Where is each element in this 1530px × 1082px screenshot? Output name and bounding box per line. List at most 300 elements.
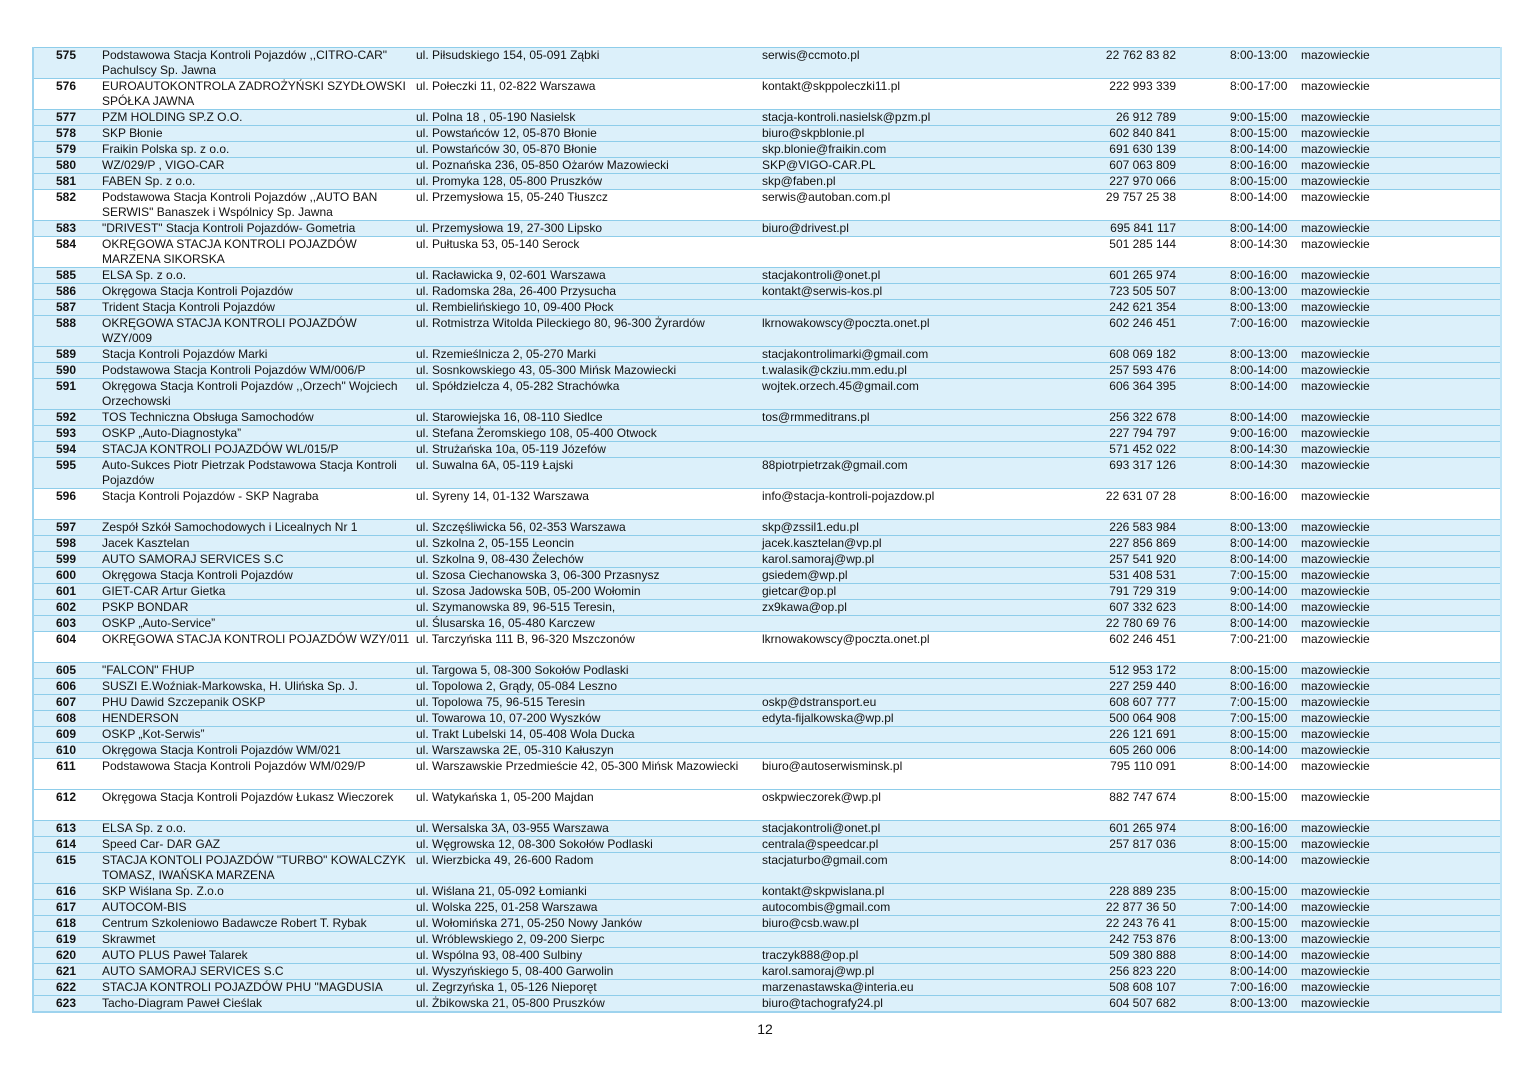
region-cell: mazowieckie (1301, 600, 1370, 614)
region-cell: mazowieckie (1301, 964, 1370, 978)
opening-hours-cell: 8:00-13:00 (1230, 996, 1288, 1010)
station-address-cell: ul. Szkolna 2, 05-155 Leoncin (416, 536, 575, 550)
station-email-cell[interactable]: wojtek.orzech.45@gmail.com (762, 379, 919, 393)
region-cell: mazowieckie (1301, 79, 1370, 93)
station-name-cell: Podstawowa Stacja Kontroli Pojazdów WM/029/P (102, 759, 366, 773)
region-cell: mazowieckie (1301, 347, 1370, 361)
station-email-cell[interactable]: stacjakontroli@onet.pl (762, 821, 881, 835)
row-number-cell: 598 (55, 536, 77, 550)
station-email-cell[interactable]: lkrnowakowscy@poczta.onet.pl (762, 632, 930, 646)
row-number-cell: 619 (55, 932, 77, 946)
station-address-cell: ul. Pułtuska 53, 05-140 Serock (416, 237, 580, 251)
region-cell: mazowieckie (1301, 695, 1370, 709)
row-number-cell: 601 (55, 584, 77, 598)
table-row (34, 963, 1500, 979)
station-phone-cell: 602 246 451 (1109, 632, 1176, 646)
row-number-cell: 623 (55, 996, 77, 1010)
station-phone-cell: 508 608 107 (1109, 980, 1176, 994)
region-cell: mazowieckie (1301, 190, 1370, 204)
station-name-cell: OSKP „Auto-Diagnostyka” (102, 426, 242, 440)
row-number-cell: 607 (55, 695, 77, 709)
row-number-cell: 580 (55, 158, 77, 172)
table-row (34, 567, 1500, 583)
row-number-cell: 606 (55, 679, 77, 693)
station-email-cell[interactable]: centrala@speedcar.pl (762, 837, 879, 851)
station-address-cell: ul. Stefana Żeromskiego 108, 05-400 Otwock (416, 426, 657, 440)
station-address-cell: ul. Topolowa 2, Grądy, 05-084 Leszno (416, 679, 618, 693)
table-row (34, 488, 1500, 519)
station-email-cell[interactable]: serwis@ccmoto.pl (762, 48, 860, 62)
row-number-cell: 615 (55, 853, 77, 867)
station-name-cell: Okręgowa Stacja Kontroli Pojazdów Łukasz Wieczorek (102, 790, 394, 804)
station-email-cell[interactable]: oskp@dstransport.eu (762, 695, 877, 709)
station-phone-cell: 29 757 25 38 (1105, 190, 1176, 204)
station-address-cell: ul. Sosnkowskiego 43, 05-300 Mińsk Mazowiecki (416, 363, 677, 377)
opening-hours-cell: 7:00-15:00 (1230, 695, 1288, 709)
station-email-cell[interactable]: zx9kawa@op.pl (762, 600, 847, 614)
region-cell: mazowieckie (1301, 268, 1370, 282)
row-number-cell: 621 (55, 964, 77, 978)
station-email-cell (758, 426, 1048, 441)
opening-hours-cell: 8:00-14:00 (1230, 410, 1288, 424)
table-row (34, 710, 1500, 726)
station-email-cell[interactable]: skp.blonie@fraikin.com (762, 142, 887, 156)
station-email-cell[interactable]: kontakt@skppoleczki11.pl (762, 79, 901, 93)
region-cell: mazowieckie (1301, 853, 1370, 867)
opening-hours-cell: 8:00-14:00 (1230, 743, 1288, 757)
opening-hours-cell: 8:00-15:00 (1230, 884, 1288, 898)
opening-hours-cell: 8:00-15:00 (1230, 837, 1288, 851)
station-phone-cell: 227 794 797 (1109, 426, 1176, 440)
station-phone-cell: 256 823 220 (1109, 964, 1176, 978)
opening-hours-cell: 7:00-14:00 (1230, 900, 1288, 914)
region-cell: mazowieckie (1301, 110, 1370, 124)
station-name-cell: "DRIVEST" Stacja Kontroli Pojazdów- Gometria (102, 221, 356, 235)
stations-table (32, 47, 1502, 1013)
station-name-cell: Jacek Kasztelan (102, 536, 190, 550)
opening-hours-cell: 8:00-13:00 (1230, 284, 1288, 298)
table-row (34, 283, 1500, 299)
station-address-cell: ul. Spółdzielcza 4, 05-282 Strachówka (416, 379, 620, 393)
station-email-cell[interactable]: lkrnowakowscy@poczta.onet.pl (762, 316, 930, 330)
row-number-cell: 575 (55, 48, 77, 62)
station-phone-cell: 571 452 022 (1109, 442, 1176, 456)
station-name-cell: SKP Wiślana Sp. Z.o.o (102, 884, 224, 898)
region-cell: mazowieckie (1301, 996, 1370, 1010)
station-address-cell: ul. Połeczki 11, 02-822 Warszawa (416, 79, 596, 93)
station-email-cell[interactable]: kontakt@skpwislana.pl (762, 884, 885, 898)
station-address-cell: ul. Rzemieślnicza 2, 05-270 Marki (416, 347, 597, 361)
table-row (34, 425, 1500, 441)
station-name-cell: Centrum Szkoleniowo Badawcze Robert T. Rybak (102, 916, 367, 930)
row-number-cell: 587 (55, 300, 77, 314)
station-address-cell: ul. Szymanowska 89, 96-515 Teresin, (416, 600, 616, 614)
station-email-cell (758, 663, 1048, 678)
station-phone-cell (1048, 853, 1180, 883)
opening-hours-cell: 8:00-14:00 (1230, 142, 1288, 156)
station-email-cell (758, 932, 1048, 947)
station-address-cell: ul. Szczęśliwicka 56, 02-353 Warszawa (416, 520, 626, 534)
station-email-cell (758, 727, 1048, 742)
region-cell: mazowieckie (1301, 743, 1370, 757)
station-address-cell: ul. Wspólna 93, 08-400 Sulbiny (416, 948, 583, 962)
station-address-cell: ul. Radomska 28a, 26-400 Przysucha (416, 284, 617, 298)
station-email-cell[interactable]: biuro@autoserwisminsk.pl (762, 759, 903, 773)
station-address-cell: ul. Suwalna 6A, 05-119 Łajski (416, 458, 574, 472)
station-name-cell: WZ/029/P , VIGO-CAR (102, 158, 225, 172)
station-email-cell[interactable]: 88piotrpietrzak@gmail.com (762, 458, 908, 472)
row-number-cell: 592 (55, 410, 77, 424)
station-email-cell[interactable]: kontakt@serwis-kos.pl (762, 284, 883, 298)
opening-hours-cell: 8:00-14:00 (1230, 363, 1288, 377)
station-email-cell[interactable]: info@stacja-kontroli-pojazdow.pl (762, 489, 935, 503)
station-address-cell: ul. Szkolna 9, 08-430 Żelechów (416, 552, 584, 566)
station-address-cell: ul. Wersalska 3A, 03-955 Warszawa (416, 821, 609, 835)
station-phone-cell: 242 753 876 (1109, 932, 1176, 946)
station-email-cell[interactable]: oskpwieczorek@wp.pl (762, 790, 881, 804)
station-phone-cell: 228 889 235 (1109, 884, 1176, 898)
opening-hours-cell: 8:00-14:00 (1230, 600, 1288, 614)
table-row (34, 141, 1500, 157)
region-cell: mazowieckie (1301, 663, 1370, 677)
region-cell: mazowieckie (1301, 568, 1370, 582)
station-phone-cell: 22 243 76 41 (1105, 916, 1176, 930)
opening-hours-cell: 8:00-14:00 (1230, 759, 1288, 773)
opening-hours-cell: 8:00-14:30 (1230, 442, 1288, 456)
region-cell: mazowieckie (1301, 790, 1370, 804)
opening-hours-cell: 7:00-21:00 (1230, 632, 1288, 646)
row-number-cell: 578 (55, 126, 77, 140)
station-phone-cell: 227 259 440 (1109, 679, 1176, 693)
station-phone-cell: 691 630 139 (1109, 142, 1176, 156)
station-email-cell[interactable]: biuro@tachografy24.pl (762, 996, 883, 1010)
table-row (34, 189, 1500, 220)
station-email-cell[interactable]: marzenastawska@interia.eu (762, 980, 914, 994)
table-row (34, 457, 1500, 488)
region-cell: mazowieckie (1301, 458, 1370, 472)
region-cell: mazowieckie (1301, 536, 1370, 550)
opening-hours-cell: 8:00-13:00 (1230, 520, 1288, 534)
region-cell: mazowieckie (1301, 916, 1370, 930)
station-address-cell: ul. Powstańców 30, 05-870 Błonie (416, 142, 597, 156)
region-cell: mazowieckie (1301, 379, 1370, 393)
station-phone-cell: 22 762 83 82 (1105, 48, 1176, 62)
table-row (34, 125, 1500, 141)
station-email-cell[interactable]: stacjaturbo@gmail.com (762, 853, 888, 867)
row-number-cell: 577 (55, 110, 77, 124)
region-cell: mazowieckie (1301, 158, 1370, 172)
station-phone-cell: 257 541 920 (1109, 552, 1176, 566)
opening-hours-cell: 9:00-15:00 (1230, 110, 1288, 124)
station-phone-cell: 26 912 789 (1115, 110, 1176, 124)
station-address-cell: ul. Trakt Lubelski 14, 05-408 Wola Ducka (416, 727, 635, 741)
station-phone-cell: 608 069 182 (1109, 347, 1176, 361)
station-name-cell: OSKP „Auto-Service” (102, 616, 216, 630)
opening-hours-cell: 8:00-15:00 (1230, 126, 1288, 140)
station-email-cell[interactable]: skp@faben.pl (762, 174, 836, 188)
station-name-cell: Trident Stacja Kontroli Pojazdów (102, 300, 275, 314)
opening-hours-cell: 8:00-13:00 (1230, 300, 1288, 314)
region-cell: mazowieckie (1301, 711, 1370, 725)
table-row (34, 915, 1500, 931)
row-number-cell: 588 (55, 316, 77, 330)
table-row (34, 599, 1500, 615)
station-phone-cell: 795 110 091 (1110, 759, 1176, 773)
station-name-cell: AUTO SAMORAJ SERVICES S.C (102, 552, 284, 566)
station-email-cell[interactable]: karol.samoraj@wp.pl (762, 964, 875, 978)
station-address-cell: ul. Zegrzyńska 1, 05-126 Nieporęt (416, 980, 597, 994)
station-name-cell: AUTO SAMORAJ SERVICES S.C (102, 964, 284, 978)
row-number-cell: 611 (56, 759, 76, 773)
station-address-cell: ul. Wołomińska 271, 05-250 Nowy Janków (416, 916, 642, 930)
station-phone-cell: 607 063 809 (1109, 158, 1176, 172)
opening-hours-cell: 8:00-15:00 (1230, 790, 1288, 804)
row-number-cell: 612 (55, 790, 77, 804)
station-address-cell: ul. Promyka 128, 05-800 Pruszków (416, 174, 603, 188)
station-email-cell[interactable]: karol.samoraj@wp.pl (762, 552, 875, 566)
station-name-cell: Okręgowa Stacja Kontroli Pojazdów (102, 568, 293, 582)
station-address-cell: ul. Watykańska 1, 05-200 Majdan (416, 790, 594, 804)
row-number-cell: 599 (55, 552, 77, 566)
table-row (34, 758, 1500, 789)
station-phone-cell: 500 064 908 (1109, 711, 1176, 725)
region-cell: mazowieckie (1301, 837, 1370, 851)
station-email-cell[interactable]: gietcar@op.pl (762, 584, 837, 598)
region-cell: mazowieckie (1301, 284, 1370, 298)
region-cell: mazowieckie (1301, 821, 1370, 835)
table-row (34, 346, 1500, 362)
opening-hours-cell: 8:00-15:00 (1230, 174, 1288, 188)
row-number-cell: 585 (55, 268, 77, 282)
row-number-cell: 593 (55, 426, 77, 440)
region-cell: mazowieckie (1301, 520, 1370, 534)
table-row (34, 173, 1500, 189)
region-cell: mazowieckie (1301, 759, 1370, 773)
station-phone-cell: 256 322 678 (1109, 410, 1176, 424)
opening-hours-cell: 8:00-15:00 (1230, 663, 1288, 677)
station-email-cell (758, 300, 1048, 315)
opening-hours-cell: 8:00-16:00 (1230, 158, 1288, 172)
table-row (34, 519, 1500, 535)
station-email-cell[interactable]: skp@zssil1.edu.pl (762, 520, 859, 534)
table-row (34, 631, 1500, 662)
station-name-cell: OKRĘGOWA STACJA KONTROLI POJAZDÓW MARZENA SIKORSKA (102, 237, 357, 266)
table-row (34, 694, 1500, 710)
station-email-cell[interactable]: stacjakontroli@onet.pl (762, 268, 881, 282)
station-address-cell: ul. Rotmistrza Witolda Pileckiego 80, 96-300 Żyrardów (416, 316, 705, 330)
opening-hours-cell: 8:00-13:00 (1230, 932, 1288, 946)
opening-hours-cell: 8:00-16:00 (1230, 268, 1288, 282)
station-email-cell[interactable]: jacek.kasztelan@vp.pl (762, 536, 882, 550)
station-email-cell[interactable]: serwis@autoban.com.pl (762, 190, 891, 204)
table-row (34, 220, 1500, 236)
station-email-cell[interactable]: SKP@VIGO-CAR.PL (762, 158, 876, 172)
station-phone-cell: 22 631 07 28 (1105, 489, 1176, 503)
row-number-cell: 610 (55, 743, 77, 757)
page-number: 12 (757, 1021, 773, 1037)
station-phone-cell: 22 780 69 76 (1105, 616, 1176, 630)
station-phone-cell: 509 380 888 (1109, 948, 1176, 962)
region-cell: mazowieckie (1301, 552, 1370, 566)
station-phone-cell: 226 121 691 (1109, 727, 1176, 741)
station-name-cell: Okręgowa Stacja Kontroli Pojazdów ,,Orzech" Wojciech Orzechowski (102, 379, 398, 408)
station-address-cell: ul. Topolowa 75, 96-515 Teresin (416, 695, 586, 709)
station-name-cell: SUSZI E.Woźniak-Markowska, H. Ulińska Sp. J. (102, 679, 358, 693)
table-row (34, 662, 1500, 678)
row-number-cell: 605 (55, 663, 77, 677)
table-row (34, 995, 1500, 1011)
opening-hours-cell: 9:00-14:00 (1230, 584, 1288, 598)
row-number-cell: 590 (55, 363, 77, 377)
opening-hours-cell: 8:00-16:00 (1230, 489, 1288, 503)
opening-hours-cell: 8:00-17:00 (1230, 79, 1288, 93)
station-address-cell: ul. Powstańców 12, 05-870 Błonie (416, 126, 597, 140)
station-address-cell: ul. Piłsudskiego 154, 05-091 Ząbki (416, 48, 600, 62)
station-email-cell[interactable]: autocombis@gmail.com (762, 900, 891, 914)
station-address-cell: ul. Polna 18 , 05-190 Nasielsk (416, 110, 576, 124)
station-phone-cell: 606 364 395 (1109, 379, 1176, 393)
opening-hours-cell: 8:00-14:00 (1230, 536, 1288, 550)
table-row (34, 726, 1500, 742)
station-email-cell[interactable]: edyta-fijalkowska@wp.pl (762, 711, 894, 725)
opening-hours-cell: 8:00-14:00 (1230, 616, 1288, 630)
station-email-cell[interactable]: biuro@csb.waw.pl (762, 916, 859, 930)
table-row (34, 409, 1500, 425)
station-phone-cell: 222 993 339 (1109, 79, 1176, 93)
station-email-cell[interactable]: traczyk888@op.pl (762, 948, 859, 962)
row-number-cell: 616 (55, 884, 77, 898)
station-address-cell: ul. Warszawska 2E, 05-310 Kałuszyn (416, 743, 614, 757)
station-phone-cell: 602 246 451 (1109, 316, 1176, 330)
station-name-cell: Stacja Kontroli Pojazdów Marki (102, 347, 268, 361)
opening-hours-cell: 8:00-14:00 (1230, 221, 1288, 235)
table-row (34, 931, 1500, 947)
table-row (34, 852, 1500, 883)
station-phone-cell: 695 841 117 (1110, 221, 1176, 235)
station-address-cell: ul. Wyszyńskiego 5, 08-400 Garwolin (416, 964, 614, 978)
row-number-cell: 603 (55, 616, 77, 630)
station-address-cell: ul. Przemysłowa 19, 27-300 Lipsko (416, 221, 603, 235)
table-row (34, 299, 1500, 315)
opening-hours-cell: 8:00-13:00 (1230, 48, 1288, 62)
opening-hours-cell: 8:00-14:00 (1230, 964, 1288, 978)
station-address-cell: ul. Poznańska 236, 05-850 Ożarów Mazowiecki (416, 158, 669, 172)
row-number-cell: 586 (55, 284, 77, 298)
opening-hours-cell: 8:00-15:00 (1230, 727, 1288, 741)
station-phone-cell: 22 877 36 50 (1105, 900, 1176, 914)
region-cell: mazowieckie (1301, 300, 1370, 314)
table-row (34, 789, 1500, 820)
row-number-cell: 576 (55, 79, 77, 93)
region-cell: mazowieckie (1301, 237, 1370, 251)
row-number-cell: 594 (55, 442, 77, 456)
station-address-cell: ul. Szosa Jadowska 50B, 05-200 Wołomin (416, 584, 641, 598)
row-number-cell: 595 (55, 458, 77, 472)
station-phone-cell: 512 953 172 (1109, 663, 1176, 677)
station-email-cell (758, 679, 1048, 694)
station-name-cell: SKP Błonie (102, 126, 163, 140)
table-row (34, 535, 1500, 551)
station-email-cell[interactable]: t.walasik@ckziu.mm.edu.pl (762, 363, 907, 377)
station-name-cell: EUROAUTOKONTROLA ZADROŻYŃSKI SZYDŁOWSKI SPÓŁKA JAWNA (102, 79, 406, 108)
row-number-cell: 622 (55, 980, 77, 994)
opening-hours-cell: 8:00-15:00 (1230, 916, 1288, 930)
station-name-cell: OKRĘGOWA STACJA KONTROLI POJAZDÓW WZY/009 (102, 316, 357, 345)
station-email-cell[interactable]: biuro@skpblonie.pl (762, 126, 865, 140)
station-name-cell: GIET-CAR Artur Gietka (102, 584, 226, 598)
station-address-cell: ul. Strużańska 10a, 05-119 Józefów (416, 442, 606, 456)
station-address-cell: ul. Towarowa 10, 07-200 Wyszków (416, 711, 601, 725)
row-number-cell: 583 (55, 221, 77, 235)
row-number-cell: 620 (55, 948, 77, 962)
station-email-cell[interactable]: tos@rmmeditrans.pl (762, 410, 870, 424)
region-cell: mazowieckie (1301, 679, 1370, 693)
station-name-cell: FABEN Sp. z o.o. (102, 174, 196, 188)
row-number-cell: 608 (55, 711, 77, 725)
table-row (34, 78, 1500, 109)
station-address-cell: ul. Żbikowska 21, 05-800 Pruszków (416, 996, 605, 1010)
row-number-cell: 602 (55, 600, 77, 614)
station-name-cell: Zespół Szkół Samochodowych i Licealnych Nr 1 (102, 520, 358, 534)
opening-hours-cell: 7:00-16:00 (1230, 316, 1288, 330)
station-phone-cell: 257 593 476 (1109, 363, 1176, 377)
table-row (34, 47, 1500, 78)
table-row (34, 836, 1500, 852)
station-address-cell: ul. Warszawskie Przedmieście 42, 05-300 Mińsk Mazowiecki (416, 759, 739, 773)
region-cell: mazowieckie (1301, 980, 1370, 994)
station-name-cell: OKRĘGOWA STACJA KONTROLI POJAZDÓW WZY/011 (102, 632, 410, 646)
station-address-cell: ul. Wierzbicka 49, 26-600 Radom (416, 853, 594, 867)
station-name-cell: STACJA KONTROLI POJAZDÓW PHU "MAGDUSIA (102, 980, 383, 994)
region-cell: mazowieckie (1301, 727, 1370, 741)
opening-hours-cell: 7:00-15:00 (1230, 711, 1288, 725)
station-name-cell: ELSA Sp. z o.o. (102, 268, 187, 282)
row-number-cell: 597 (55, 520, 77, 534)
region-cell: mazowieckie (1301, 410, 1370, 424)
station-address-cell: ul. Rembielińskiego 10, 09-400 Płock (416, 300, 614, 314)
opening-hours-cell: 8:00-14:00 (1230, 552, 1288, 566)
opening-hours-cell: 8:00-13:00 (1230, 347, 1288, 361)
region-cell: mazowieckie (1301, 174, 1370, 188)
station-address-cell: ul. Racławicka 9, 02-601 Warszawa (416, 268, 606, 282)
station-name-cell: Auto-Sukces Piotr Pietrzak Podstawowa Stacja Kontroli Pojazdów (102, 458, 397, 487)
station-name-cell: PSKP BONDAR (102, 600, 189, 614)
station-name-cell: Tacho-Diagram Paweł Cieślak (102, 996, 263, 1010)
row-number-cell: 614 (55, 837, 77, 851)
station-name-cell: Podstawowa Stacja Kontroli Pojazdów ,,CITRO-CAR" Pachulscy Sp. Jawna (102, 48, 388, 77)
opening-hours-cell: 8:00-16:00 (1230, 679, 1288, 693)
station-name-cell: AUTOCOM-BIS (102, 900, 187, 914)
opening-hours-cell: 8:00-14:00 (1230, 190, 1288, 204)
opening-hours-cell: 8:00-14:30 (1230, 458, 1288, 472)
table-row (34, 441, 1500, 457)
row-number-cell: 579 (55, 142, 77, 156)
station-address-cell: ul. Wróblewskiego 2, 09-200 Sierpc (416, 932, 605, 946)
table-row (34, 678, 1500, 694)
station-email-cell[interactable]: gsiedem@wp.pl (762, 568, 848, 582)
station-email-cell[interactable]: stacjakontrolimarki@gmail.com (762, 347, 929, 361)
station-email-cell[interactable]: stacja-kontroli.nasielsk@pzm.pl (762, 110, 931, 124)
row-number-cell: 617 (55, 900, 77, 914)
region-cell: mazowieckie (1301, 948, 1370, 962)
region-cell: mazowieckie (1301, 442, 1370, 456)
station-name-cell: TOS Techniczna Obsługa Samochodów (102, 410, 314, 424)
station-email-cell[interactable]: biuro@drivest.pl (762, 221, 849, 235)
region-cell: mazowieckie (1301, 884, 1370, 898)
station-address-cell: ul. Syreny 14, 01-132 Warszawa (416, 489, 589, 503)
row-number-cell: 613 (55, 821, 77, 835)
table-row (34, 883, 1500, 899)
